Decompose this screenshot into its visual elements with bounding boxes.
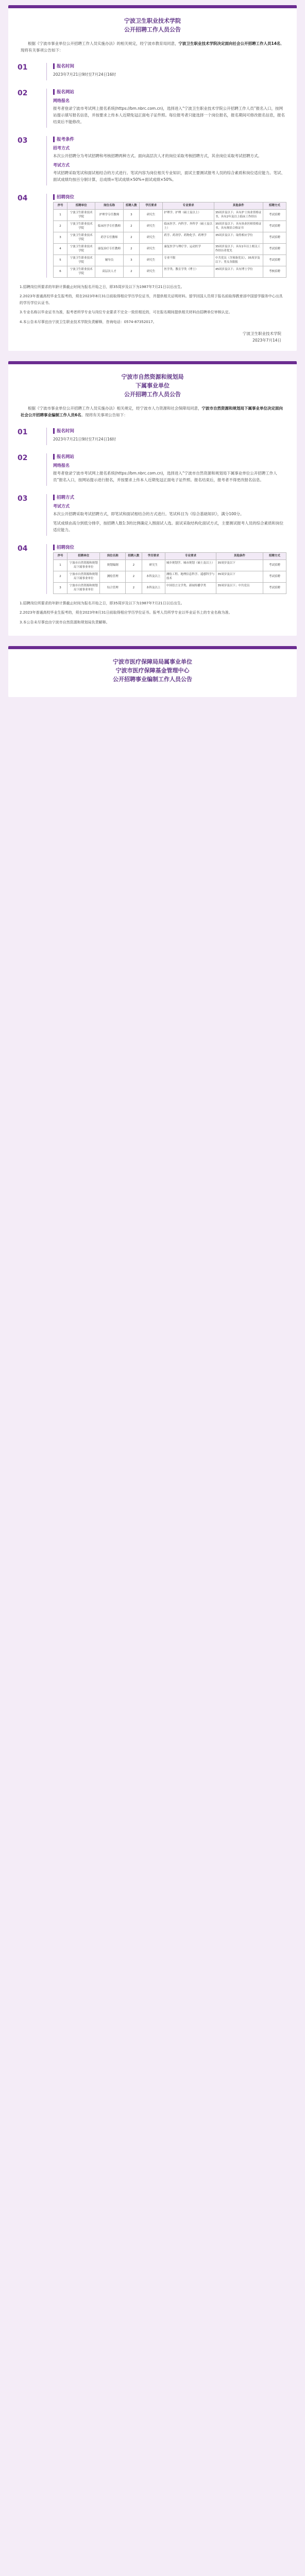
- card-title: [8, 8, 297, 40]
- note-item: 2.2023年普通高校毕业生报考的，须在2023年8月31日前取得相应学历学位证书，并提供相关证明材料。留学回国人员须于报名前取得教育部中国留学服务中心出具的学历学位认证书。: [20, 294, 283, 305]
- table-cell: 3: [54, 232, 67, 243]
- table-cell: 2: [123, 232, 140, 243]
- section-label: 报考条件: [57, 137, 75, 142]
- table-row: [54, 221, 286, 232]
- table-cell: 研究生: [140, 232, 163, 243]
- note-item: 1.招聘岗位所要求的年龄计算截止时间为报名开始之日，即35周岁及以下为1987年7月21日以后出生。: [20, 284, 184, 289]
- table-cell: 2: [123, 221, 140, 232]
- title-line: 公开招聘工作人员公告: [124, 26, 181, 33]
- table-row: [54, 209, 286, 221]
- table-cell: 1: [54, 209, 67, 221]
- signature-org: 宁波卫生职业技术学院: [243, 331, 281, 336]
- table-cell: 2: [54, 221, 67, 232]
- intro-paragraph: [8, 405, 297, 422]
- table-row: [54, 582, 286, 594]
- notes: [8, 281, 297, 326]
- notes: [8, 597, 297, 626]
- note-item: 3.专业名称以毕业证书为准，报考者所学专业与岗位专业要求不完全一致但相近的，可在报名期间提供相关材料由招聘单位审核认定。: [20, 310, 232, 314]
- title-line: 下属事业单位: [135, 382, 170, 389]
- table-cell: 35周岁及以下；中共党员: [216, 582, 263, 594]
- table-cell: 2: [126, 560, 142, 571]
- table-cell: 宁波市自然资源和规划局下属事业单位: [67, 560, 100, 571]
- table-header-cell: 序号: [54, 553, 67, 560]
- title-line: 公开招聘事业编制工作人员公告: [113, 676, 192, 683]
- table-cell: 医学类、教育学类（博士）: [163, 266, 214, 277]
- announcement-card-3: [8, 646, 297, 697]
- table-cell: 本科及以上: [142, 582, 165, 594]
- table-cell: 护理学专任教师: [95, 209, 123, 221]
- table-cell: 35周岁及以下: [216, 560, 263, 571]
- table-cell: 临床医学、内科学、外科学（硕士及以上）: [163, 221, 214, 232]
- table-cell: 35周岁及以下；具有执业医师资格证书，具有规培合格证书: [214, 221, 263, 232]
- section-text: 本次公开招聘分为考试招聘和考核招聘两种方式。面向高层次人才的岗位采取考核招聘方式，其余岗位采取考试招聘方式。: [53, 154, 262, 158]
- table-cell: 康复医学与理疗学、运动医学: [163, 243, 214, 255]
- table-header-cell: 招聘人数: [123, 202, 140, 210]
- table-cell: 考试招聘: [263, 243, 286, 255]
- table-header-row: [54, 553, 286, 560]
- intro-bold: 宁波市自然资源和规划局下属事业单位决定面向社会公开招聘事业编制工作人员6名: [21, 406, 283, 417]
- table-cell: 2: [123, 243, 140, 255]
- table-header-cell: 学历要求: [140, 202, 163, 210]
- sub-label: 网络报名: [53, 98, 70, 103]
- section-registration-site: [8, 448, 297, 489]
- section-text: 报考者登录宁波市考试网上报名系统(https://bm.nbrc.com.cn)，选择进入“宁波市自然资源和规划局下属事业单位公开招聘工作人员”报名入口，按网站提示进行报名，并按要求上传本人近期免冠正面电子证件照。报名结束后，报考者不得更改报名信息。: [53, 471, 277, 482]
- intro-tail: 。现将有关事项公告如下：: [21, 41, 284, 53]
- table-cell: 药学专任教师: [95, 232, 123, 243]
- table-header-cell: 招聘单位: [67, 202, 95, 210]
- section-text: 本次公开招聘采取考试招聘方式，即笔试和面试相结合的方式进行。笔试科目为《综合基础知识》，满分100分。: [53, 512, 244, 516]
- section-marker-icon: [53, 63, 55, 69]
- table-cell: 高层次人才: [95, 266, 123, 277]
- section-conditions: [8, 131, 297, 189]
- section-marker-icon: [53, 137, 55, 142]
- table-row: [54, 232, 286, 243]
- announcement-card-1: [8, 5, 297, 351]
- table-header-row: [54, 202, 286, 210]
- section-text: 考试招聘采取笔试和面试相结合的方式进行。笔试内容为岗位相关专业知识，面试主要测试报考人员的综合素质和岗位适应能力。笔试、面试成绩均按百分制计算，总成绩=笔试成绩×50%+面试成绩×50%。: [53, 171, 285, 182]
- section-label: 报名网站: [57, 90, 75, 95]
- table-cell: 考试招聘: [263, 582, 286, 594]
- table-cell: 考试招聘: [263, 209, 286, 221]
- table-cell: 35周岁及以下；取得相应学位: [214, 232, 263, 243]
- positions-table: [53, 552, 286, 594]
- section-label: 招聘方式: [57, 495, 75, 500]
- note-item: 2.2023年普通高校毕业生报考的，须在2023年8月31日前取得相应学历学位证书。报考人员所学专业以毕业证书上的专业名称为准。: [20, 611, 232, 615]
- table-row: [54, 266, 286, 277]
- positions-table: [53, 202, 286, 278]
- section-marker-icon: [53, 428, 55, 434]
- table-cell: 宁波卫生职业技术学院: [67, 232, 95, 243]
- table-cell: 康复治疗专任教师: [95, 243, 123, 255]
- title-line: 宁波市医疗保障局局属事业单位: [113, 658, 192, 665]
- table-cell: 4: [54, 243, 67, 255]
- table-cell: 考核招聘: [263, 266, 286, 277]
- table-header-cell: 序号: [54, 202, 67, 210]
- table-header-cell: 招聘方式: [263, 202, 286, 210]
- note-item: 1.招聘岗位所要求的年龄计算截止时间为报名开始之日，即35周岁及以下为1987年7月21日以后出生。: [20, 601, 184, 605]
- section-registration-time: [8, 422, 297, 448]
- table-cell: 35周岁及以下: [216, 571, 263, 582]
- section-marker-icon: [53, 454, 55, 460]
- title-line: 宁波市医疗保障基金管理中心: [115, 667, 190, 674]
- intro-bold: 宁波卫生职业技术学院决定面向社会公开招聘工作人员14名: [178, 41, 281, 46]
- table-cell: 宁波市自然资源和规划局下属事业单位: [67, 571, 100, 582]
- table-header-cell: 岗位名称: [100, 553, 126, 560]
- table-header-cell: 学历要求: [142, 553, 165, 560]
- table-cell: 研究生: [140, 266, 163, 277]
- section-registration-site: [8, 83, 297, 131]
- table-row: [54, 243, 286, 255]
- table-cell: 考试招聘: [263, 571, 286, 582]
- page: [0, 0, 305, 697]
- table-cell: 中国语言文学类、新闻传播学类: [165, 582, 216, 594]
- table-header-cell: 招聘人数: [126, 553, 142, 560]
- table-cell: 3: [54, 582, 67, 594]
- table-header-cell: 其他条件: [214, 202, 263, 210]
- title-line: 公开招聘工作人员公告: [124, 391, 181, 398]
- section-number: 01: [18, 428, 28, 436]
- table-cell: 研究生: [142, 560, 165, 571]
- table-header-cell: 招聘单位: [67, 553, 100, 560]
- title-line: 宁波市自然资源和规划局: [121, 374, 184, 380]
- table-cell: 1: [54, 560, 67, 571]
- table-cell: 2: [54, 571, 67, 582]
- table-cell: 宁波卫生职业技术学院: [67, 209, 95, 221]
- table-cell: 研究生: [140, 243, 163, 255]
- sub-label: 网络报名: [53, 463, 70, 468]
- section-method: [8, 489, 297, 539]
- sub-label: 考试方式: [53, 163, 70, 167]
- section-registration-time: [8, 58, 297, 83]
- table-cell: 测绘工程、地理信息科学、遥感科学与技术: [165, 571, 216, 582]
- table-cell: 考试招聘: [263, 255, 286, 266]
- card-title: [8, 364, 297, 405]
- section-label: 报名网站: [57, 454, 75, 460]
- table-cell: 考试招聘: [263, 221, 286, 232]
- sub-label: 招考方式: [53, 146, 70, 150]
- table-cell: 护理学、护理（硕士及以上）: [163, 209, 214, 221]
- table-header-cell: 岗位名称: [95, 202, 123, 210]
- table-header-cell: 专业要求: [163, 202, 214, 210]
- section-marker-icon: [53, 89, 55, 95]
- section-marker-icon: [53, 545, 55, 550]
- table-cell: 药学、药剂学、药物化学、药理学: [163, 232, 214, 243]
- section-positions: [8, 539, 297, 597]
- table-cell: 2: [126, 582, 142, 594]
- intro-text: 根据《宁波市事业单位公开招聘工作人员实施办法》的相关规定，经宁波市教育局同意，: [28, 41, 179, 46]
- intro-text: 根据《宁波市事业单位公开招聘工作人员实施办法》相关规定，经宁波市人力资源和社会保障局同意，: [28, 406, 202, 411]
- section-text: 2023年7月21日9时至7月24日16时: [53, 72, 116, 77]
- section-number: 01: [18, 63, 28, 72]
- table-cell: 综合管理: [100, 582, 126, 594]
- table-cell: 2: [126, 571, 142, 582]
- section-text: 报考者登录宁波市考试网上报名系统(https://bm.nbrc.com.cn)，选择进入“宁波卫生职业技术学院公开招聘工作人员”报名入口，按网站提示填写报名信息，并按要求上传本人近期免冠正面电子证件照。每位报考者只能选择一个岗位报名，报名期间可修改报名信息，报名结束后不能修改。: [53, 106, 285, 124]
- section-positions: [8, 189, 297, 281]
- table-cell: 考试招聘: [263, 560, 286, 571]
- table-cell: 35周岁及以下；具有护士执业资格证书，具有2年及以上临床工作经历: [214, 209, 263, 221]
- section-number: 03: [18, 137, 28, 145]
- table-cell: 中共党员（含预备党员），35周岁及以下；男女各限报: [214, 255, 263, 266]
- section-marker-icon: [53, 495, 55, 500]
- table-cell: 专业不限: [163, 255, 214, 266]
- card-title: [8, 649, 297, 690]
- announcement-card-2: [8, 361, 297, 636]
- table-cell: 研究生: [140, 209, 163, 221]
- table-cell: 研究生: [140, 221, 163, 232]
- table-cell: 临床医学专任教师: [95, 221, 123, 232]
- table-cell: 城乡规划学、城市规划（硕士及以上）: [165, 560, 216, 571]
- table-header-cell: 招聘方式: [263, 553, 286, 560]
- section-number: 03: [18, 495, 28, 503]
- table-row: [54, 560, 286, 571]
- table-header-cell: 其他条件: [216, 553, 263, 560]
- intro-tail: 。现将有关事项公告如下：: [81, 413, 128, 417]
- table-cell: 研究生: [140, 255, 163, 266]
- table-cell: 宁波卫生职业技术学院: [67, 243, 95, 255]
- table-cell: 5: [54, 255, 67, 266]
- table-cell: 宁波卫生职业技术学院: [67, 266, 95, 277]
- table-cell: 3: [123, 255, 140, 266]
- table-cell: 宁波卫生职业技术学院: [67, 221, 95, 232]
- title-line: 宁波卫生职业技术学院: [124, 18, 181, 24]
- section-label: 报名时间: [57, 64, 75, 69]
- table-cell: 规划编制: [100, 560, 126, 571]
- table-cell: 考试招聘: [263, 232, 286, 243]
- table-cell: 35周岁及以下；具有1年以上相关工作经历者优先: [214, 243, 263, 255]
- table-cell: 宁波市自然资源和规划局下属事业单位: [67, 582, 100, 594]
- table-cell: 3: [123, 209, 140, 221]
- table-cell: 宁波卫生职业技术学院: [67, 255, 95, 266]
- note-item: 4.本公告未尽事宜由宁波卫生职业技术学院负责解释，咨询电话：0574-87352017。: [20, 319, 157, 324]
- section-text: 笔试成绩由高分到低分排序，按招聘人数1:3的比例确定入围面试人选。面试采取结构化面试方式，主要测试报考人员的综合素质和岗位适应能力。: [53, 521, 284, 532]
- note-item: 3.本公告未尽事宜由宁波市自然资源和规划局负责解释。: [20, 620, 110, 624]
- table-cell: 2: [123, 266, 140, 277]
- table-cell: 45周岁及以下；具有博士学位: [214, 266, 263, 277]
- table-cell: 测绘管理: [100, 571, 126, 582]
- intro-paragraph: [8, 40, 297, 58]
- section-text: 2023年7月21日9时至7月24日16时: [53, 437, 116, 442]
- section-number: 02: [18, 89, 28, 97]
- table-cell: 辅导员: [95, 255, 123, 266]
- section-marker-icon: [53, 194, 55, 200]
- section-label: 招聘岗位: [57, 195, 75, 200]
- signature-date: 2023年7月14日: [252, 338, 281, 343]
- sub-label: 考试方式: [53, 504, 70, 509]
- table-row: [54, 255, 286, 266]
- table-header-cell: 专业要求: [165, 553, 216, 560]
- table-row: [54, 571, 286, 582]
- section-label: 报名时间: [57, 429, 75, 434]
- section-label: 招聘岗位: [57, 545, 75, 550]
- table-cell: 6: [54, 266, 67, 277]
- section-number: 04: [18, 194, 28, 202]
- section-number: 04: [18, 545, 28, 553]
- section-number: 02: [18, 454, 28, 462]
- table-cell: 本科及以上: [142, 571, 165, 582]
- signature: [8, 328, 297, 344]
